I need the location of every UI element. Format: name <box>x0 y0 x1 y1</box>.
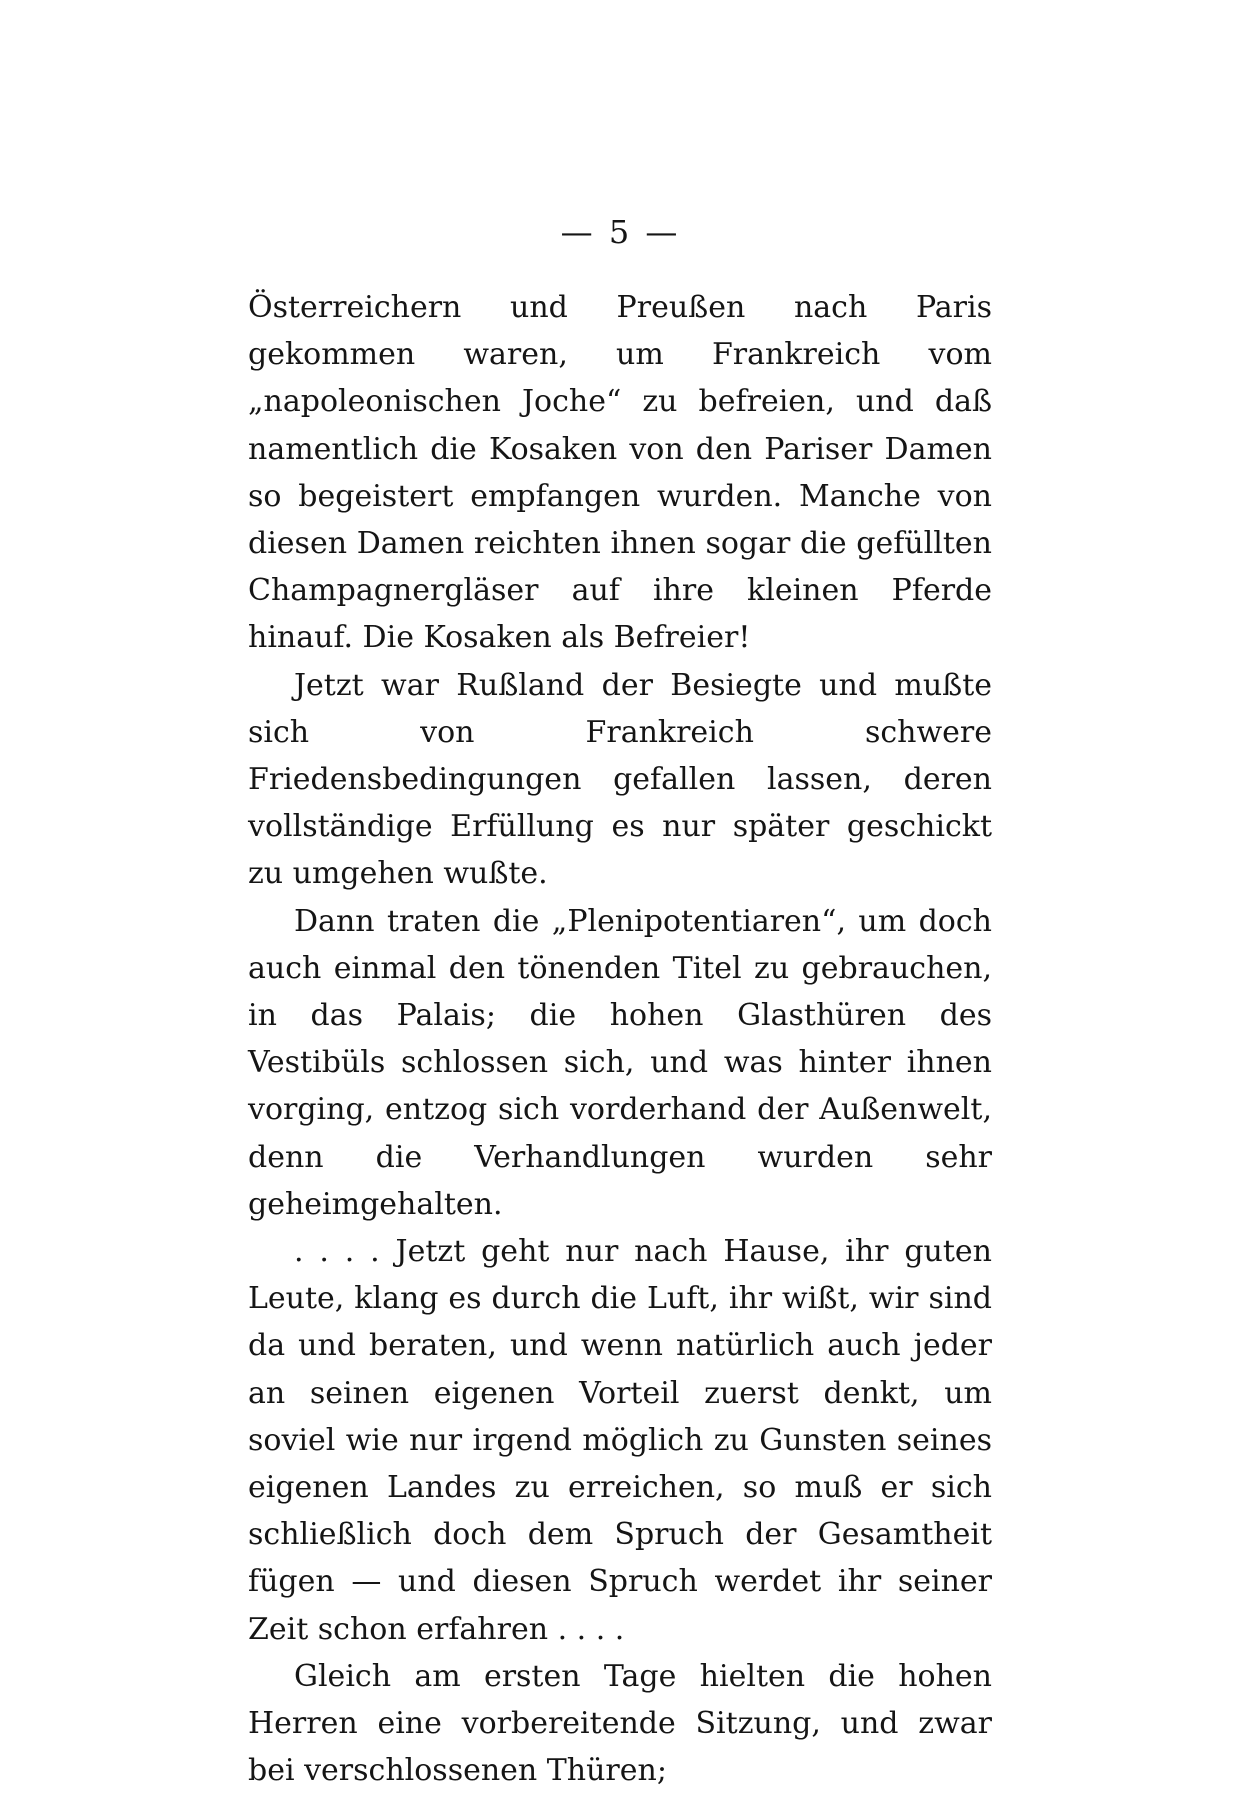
paragraph-3: Dann traten die „Plenipotentiaren“, um doch auch einmal den tönenden Titel zu gebrauchen, in das Palais; die hohen Glasthüren des Vestibüls schlossen sich, und was hinter ihnen vorging, entzog sich vorderhand der Außenwelt, denn die Verhandlungen wurden sehr geheimgehalten. <box>248 903 992 1222</box>
paragraph-4: . . . . Jetzt geht nur nach Hause, ihr guten Leute, klang es durch die Luft, ihr wißt, wir sind da und beraten, und wenn natürlich auch jeder an seinen eigenen Vorteil zuerst denkt, um soviel wie nur irgend möglich zu Gunsten seines eigenen Landes zu erreichen, so muß er sich schließlich doch dem Spruch der Gesamtheit fügen — und diesen Spruch werdet ihr seiner Zeit schon erfahren . . . . <box>248 1234 992 1647</box>
body-text <box>248 284 992 1795</box>
paragraph-2: Jetzt war Rußland der Besiegte und mußte sich von Frankreich schwere Friedensbedingungen gefallen lassen, deren vollständige Erfüllung es nur später geschickt zu umgehen wußte. <box>248 667 992 892</box>
paragraph-1-continuation: Österreichern und Preußen nach Paris gekommen waren, um Frankreich vom „napoleonischen Joche“ zu befreien, und daß namentlich die Kosaken von den Pariser Damen so begeistert empfangen wurden. Manche von diesen Damen reichten ihnen sogar die gefüllten Champagnergläser auf ihre kleinen Pferde hinauf. Die Kosaken als Befreier! <box>248 290 992 656</box>
paragraph-5: Gleich am ersten Tage hielten die hohen Herren eine vorbereitende Sitzung, und zwar bei verschlossenen Thüren; <box>248 1658 992 1789</box>
page-number: — 5 — <box>560 213 681 251</box>
